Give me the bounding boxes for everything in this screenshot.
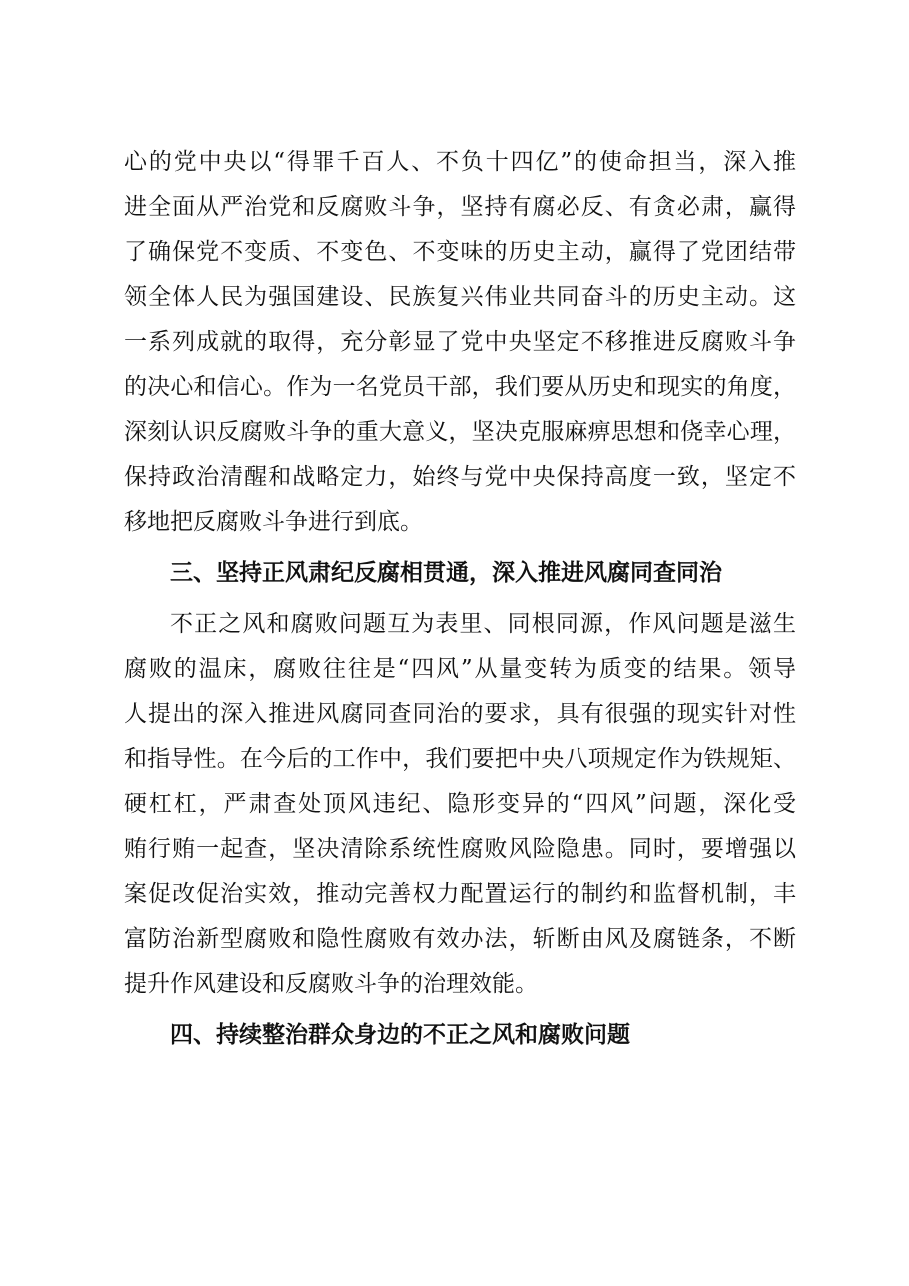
text-line: 硬杠杠，严肃查处顶风违纪、隐形变异的“四风”问题，深化受 [124, 791, 796, 817]
document-body [124, 140, 796, 1064]
section-heading-3: 三、坚持正风肃纪反腐相贯通，深入推进风腐同查同治 [170, 560, 722, 586]
paragraph-section-3 [124, 602, 796, 1007]
paragraph-continuation [124, 140, 796, 545]
text-line: 案促改促治实效，推动完善权力配置运行的制约和监督机制，丰 [124, 881, 796, 907]
text-line: 的决心和信心。作为一名党员干部，我们要从历史和现实的角度， [124, 374, 796, 400]
text-line: 腐败的温床，腐败往往是“四风”从量变转为质变的结果。领导 [124, 656, 796, 682]
text-line: 富防治新型腐败和隐性腐败有效办法，斩断由风及腐链条，不断 [124, 926, 796, 952]
text-line: 一系列成就的取得，充分彰显了党中央坚定不移推进反腐败斗争 [124, 329, 796, 355]
text-line: 贿行贿一起查，坚决清除系统性腐败风险隐患。同时，要增强以 [124, 836, 796, 862]
text-line: 深刻认识反腐败斗争的重大意义，坚决克服麻痹思想和侥幸心理， [124, 419, 796, 445]
text-line: 保持政治清醒和战略定力，始终与党中央保持高度一致，坚定不 [124, 464, 796, 490]
text-line: 移地把反腐败斗争进行到底。 [124, 509, 423, 535]
text-line: 进全面从严治党和反腐败斗争，坚持有腐必反、有贪必肃，赢得 [124, 194, 796, 220]
text-line: 人提出的深入推进风腐同查同治的要求，具有很强的现实针对性 [124, 701, 796, 727]
text-line: 心的党中央以“得罪千百人、不负十四亿”的使命担当，深入推 [124, 149, 796, 175]
section-heading-4: 四、持续整治群众身边的不正之风和腐败问题 [170, 1022, 630, 1048]
text-line: 提升作风建设和反腐败斗争的治理效能。 [124, 971, 538, 997]
text-line: 了确保党不变质、不变色、不变味的历史主动，赢得了党团结带 [124, 239, 796, 265]
text-line: 领全体人民为强国建设、民族复兴伟业共同奋斗的历史主动。这 [124, 284, 796, 310]
text-line: 不正之风和腐败问题互为表里、同根同源，作风问题是滋生 [170, 611, 796, 637]
text-line: 和指导性。在今后的工作中，我们要把中央八项规定作为铁规矩、 [124, 746, 796, 772]
